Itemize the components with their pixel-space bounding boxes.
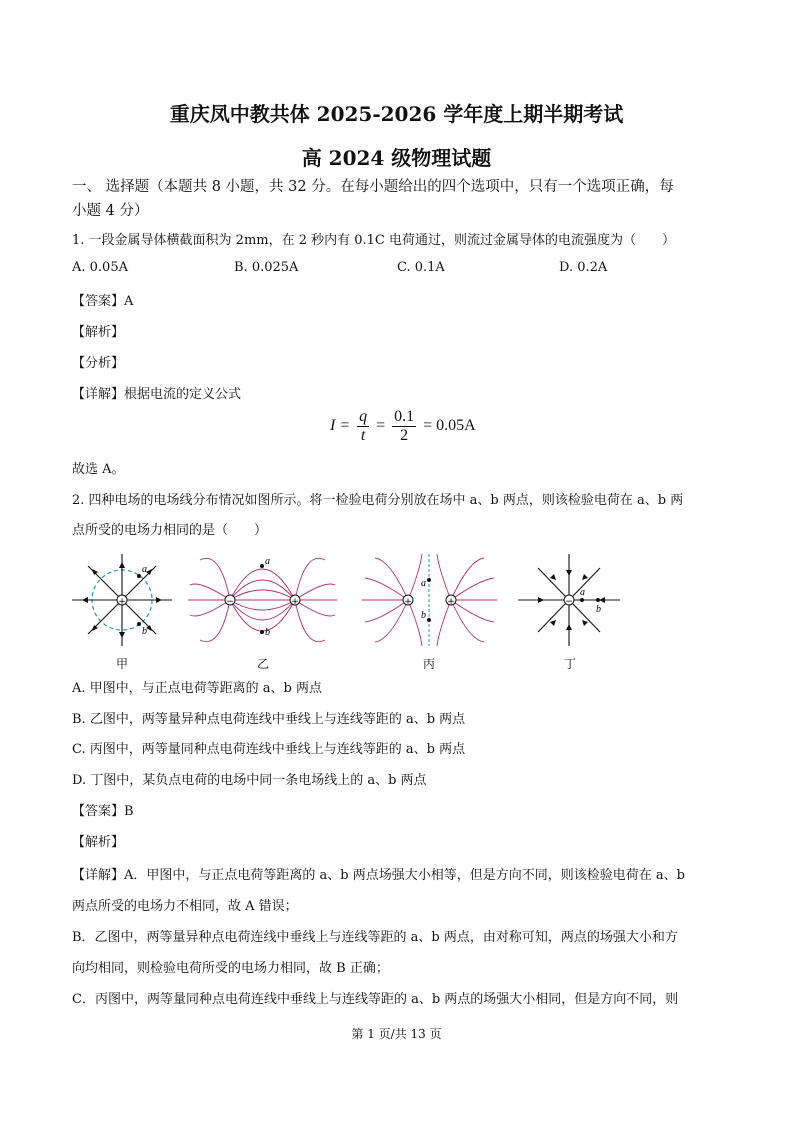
svg-text:a: a [580,587,585,598]
svg-text:+: + [291,597,299,607]
section-heading-line2: 小题 4 分） [72,203,149,219]
q2-detail-line3: B．乙图中，两等量异种点电荷连线中垂线上与连线等距的 a、b 两点，由对称可知，两点的场强大小和方 [72,930,678,945]
q2-detail-line1: 【详解】A．甲图中，与正点电荷等距离的 a、b 两点场强大小相等，但是方向不同，则该检验电荷在 a、b [72,868,685,883]
svg-text:−: − [565,597,573,607]
section-heading-line1: 一、 选择题（本题共 8 小题，共 32 分。在每小题给出的四个选项中，只有一个选项正确，每 [72,179,674,195]
figure-ding [518,554,620,646]
q1-detail: 【详解】根据电流的定义公式 [72,387,242,402]
q2-option-d: D. 丁图中，某负点电荷的电场中同一条电场线上的 a、b 两点 [72,773,427,788]
q1-answer: 【答案】A [72,294,134,309]
svg-text:b: b [421,610,426,621]
q2-option-b: B. 乙图中，两等量异种点电荷连线中垂线上与连线等距的 a、b 两点 [72,712,466,727]
exam-subtitle: 高 2024 级物理试题 [301,146,492,170]
svg-text:+: + [447,597,455,607]
exam-title: 重庆凤中教共体 2025-2026 学年度上期半期考试 [169,102,624,126]
figure-label-jia: 甲 [116,657,129,671]
q1-option-c: C. 0.1A [397,260,445,275]
svg-text:−: − [226,597,234,607]
q2-stem-line1: 2. 四种电场的电场线分布情况如图所示。将一检验电荷分别放在场中 a、b 两点，则该检验电荷在 a、b 两 [72,493,684,508]
q1-option-d: D. 0.2A [559,260,608,275]
q1-stem: 1. 一段金属导体横截面积为 2mm，在 2 秒内有 0.1C 电荷通过，则流过金属导体的电流强度为（ ） [72,233,676,248]
q1-option-a: A. 0.05A [72,260,128,275]
q1-option-b: B. 0.025A [234,260,299,275]
figure-label-yi: 乙 [257,657,270,671]
figure-yi [188,558,337,641]
q2-detail-line5: C．丙图中，两等量同种点电荷连线中垂线上与连线等距的 a、b 两点的场强大小相同，但是方向不同，则 [72,992,679,1007]
svg-text:a: a [265,556,270,567]
q2-detail-line2: 两点所受的电场力不相同，故 A 错误； [72,899,298,914]
q2-analysis-label: 【解析】 [72,835,125,850]
q1-conclusion: 故选 A。 [72,462,125,477]
figure-bing-charges [403,554,456,646]
svg-text:b: b [265,627,270,638]
q2-answer: 【答案】B [72,804,134,819]
point-b-label: b [142,626,147,637]
svg-text:b: b [596,604,601,615]
formula-lhs: I = [330,417,351,435]
q2-stem-line2: 点所受的电场力相同的是（ ） [72,523,268,538]
point-a-label: a [142,564,147,575]
figure-label-bing: 丙 [423,657,436,671]
svg-text:+: + [118,597,126,607]
formula-frac-qt: $\frac{q}{t}$ [359,408,368,444]
formula-frac-values: $\frac{0.1}{2}$ [394,408,415,444]
svg-text:+: + [404,597,412,607]
figure-jia [72,554,172,646]
svg-text:a: a [421,578,426,589]
figure-label-ding: 丁 [564,657,577,671]
q2-option-c: C. 丙图中，两等量同种点电荷连线中垂线上与连线等距的 a、b 两点 [72,742,466,757]
q1-analysis-label: 【解析】 [72,325,125,340]
electric-field-figures [60,550,640,670]
q2-detail-line4: 向均相同，则检验电荷所受的电场力相同，故 B 正确； [72,961,389,976]
q2-option-a: A. 甲图中，与正点电荷等距离的 a、b 两点 [72,681,322,696]
formula-result: = 0.05A [423,417,476,435]
q1-formula: I = $\frac{q}{t}$ = $\frac{0.1}{2}$ = 0.05A [330,408,476,444]
q1-fenxi-label: 【分析】 [72,356,125,371]
page-footer: 第 1 页/共 13 页 [351,1027,442,1041]
